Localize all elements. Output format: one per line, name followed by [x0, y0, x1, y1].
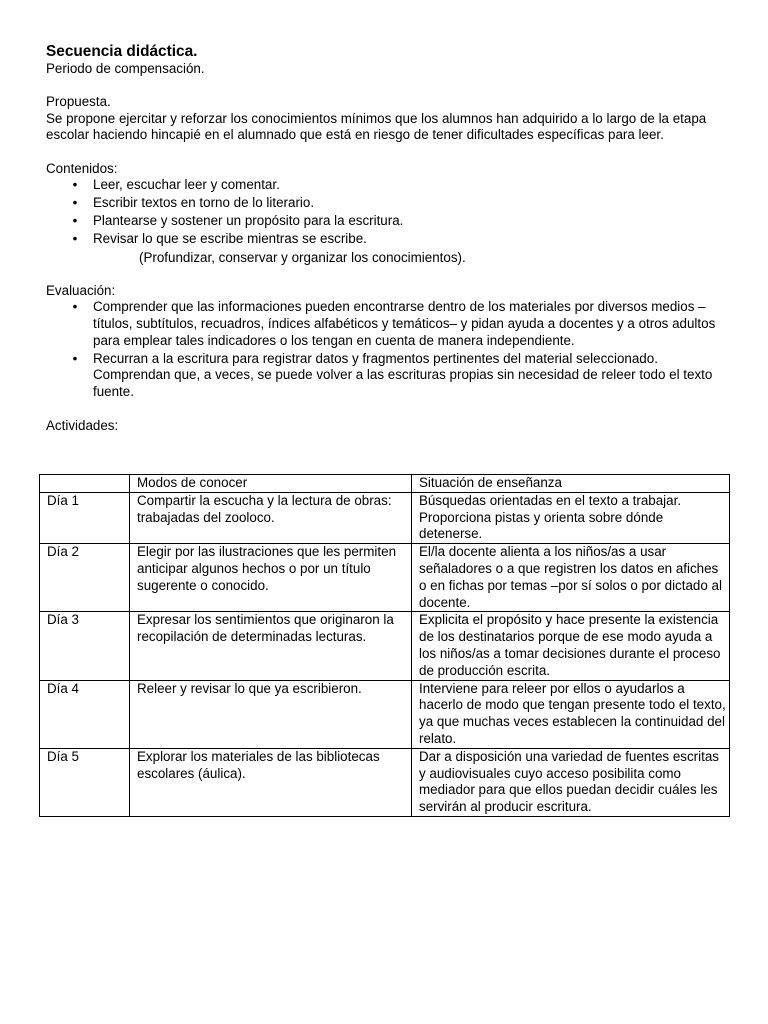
day-cell: Día 3 [40, 612, 130, 680]
modes-cell: Expresar los sentimientos que originaron la recopilación de determinadas lecturas. [130, 612, 412, 680]
modes-cell: Releer y revisar lo que ya escribieron. [130, 680, 412, 748]
list-item-text: Revisar lo que se escribe mientras se escribe. [93, 231, 367, 247]
table-row [40, 544, 730, 612]
table-header-row [40, 475, 730, 493]
list-item-text: Plantearse y sostener un propósito para la escritura. [93, 213, 404, 229]
proposal-text: Se propone ejercitar y reforzar los conocimientos mínimos que los alumnos han adquirido a lo largo de la etapa escolar haciendo hincapié en el alumnado que está en riesgo de tener dificultades específicas para leer. [46, 110, 707, 143]
situation-cell: Dar a disposición una variedad de fuentes escritas y audiovisuales cuyo acceso posibilita como mediador para que ellos puedan decidir cuáles les servirán al producir escritura. [412, 748, 730, 816]
situation-cell: Explicita el propósito y hace presente la existencia de los destinatarios porque de ese modo ayuda a los niños/as a tomar decisiones durante el proceso de producción escrita. [412, 612, 730, 680]
list-item-text: Recurran a la escritura para registrar datos y fragmentos pertinentes del material seleccionado. Comprendan que, a veces, se puede volver a las escrituras propias sin necesidad de releer todo el texto fuente. [93, 350, 713, 399]
column-header-situation: Situación de enseñanza [412, 475, 730, 493]
contents-note: (Profundizar, conservar y organizar los conocimientos). [139, 249, 466, 265]
situation-cell: Interviene para releer por ellos o ayudarlos a hacerlo de modo que tengan presente todo el texto, ya que muchas veces establecen la continuidad del relato. [412, 680, 730, 748]
list-item [46, 299, 730, 349]
spacer [46, 78, 730, 95]
bullet-icon: • [72, 231, 78, 247]
list-item-text: Escribir textos en torno de lo literario. [93, 195, 315, 211]
table-row [40, 492, 730, 543]
situation-cell [412, 492, 730, 543]
day-cell: Día 2 [40, 544, 130, 612]
table-row [40, 748, 730, 816]
document-subtitle: Periodo de compensación. [46, 61, 205, 76]
evaluation-heading: Evaluación: [46, 282, 116, 298]
modes-cell: Compartir la escucha y la lectura de obras: trabajadas del zooloco. [130, 492, 412, 543]
proposal-heading: Propuesta. [46, 94, 111, 110]
bullet-icon: • [72, 195, 78, 211]
column-header-modes: Modos de conocer [130, 475, 412, 493]
bullet-icon: • [72, 299, 78, 315]
document-title: Secuencia didáctica. [46, 43, 198, 60]
day-cell: Día 4 [40, 680, 130, 748]
list-item-text: Comprender que las informaciones pueden encontrarse dentro de los materiales por diversos medios –títulos, subtítulos, recuadros, índices alfabéticos y temáticos– y pidan ayuda a docentes y a otros adultos para emplear tales indicadores o los tengan en cuenta de manera independiente. [93, 299, 716, 348]
situation-text: Búsquedas orientadas en el texto a trabajar. [419, 492, 682, 508]
list-item [46, 231, 730, 248]
document-body [46, 43, 730, 435]
list-item-text: Leer, escuchar leer y comentar. [93, 177, 280, 193]
bullet-icon: • [72, 350, 78, 366]
bullet-icon: • [72, 177, 78, 193]
contents-heading: Contenidos: [46, 160, 118, 176]
activities-table [39, 474, 730, 817]
contents-list [46, 177, 730, 248]
modes-cell: Explorar los materiales de las bibliotecas escolares (áulica). [130, 748, 412, 816]
list-item [46, 351, 730, 401]
list-item [46, 195, 730, 212]
table-row [40, 612, 730, 680]
spacer [46, 266, 730, 283]
column-header-day [40, 475, 130, 493]
list-item [46, 177, 730, 194]
table-row [40, 680, 730, 748]
evaluation-list [46, 299, 730, 400]
situation-extra-text: Proporciona pistas y orienta sobre dónde detenerse. [419, 509, 664, 542]
spacer [46, 402, 730, 419]
activities-heading: Actividades: [46, 418, 119, 434]
situation-cell: El/la docente alienta a los niños/as a usar señaladores o a que registren los datos en afiches o en fichas por temas –por sí solos o por dictado al docente. [412, 544, 730, 612]
spacer [46, 144, 730, 161]
day-cell: Día 1 [40, 492, 130, 543]
modes-cell: Elegir por las ilustraciones que les permiten anticipar algunos hechos o por un título sugerente o conocido. [130, 544, 412, 612]
bullet-icon: • [72, 213, 78, 229]
day-cell: Día 5 [40, 748, 130, 816]
list-item [46, 213, 730, 230]
